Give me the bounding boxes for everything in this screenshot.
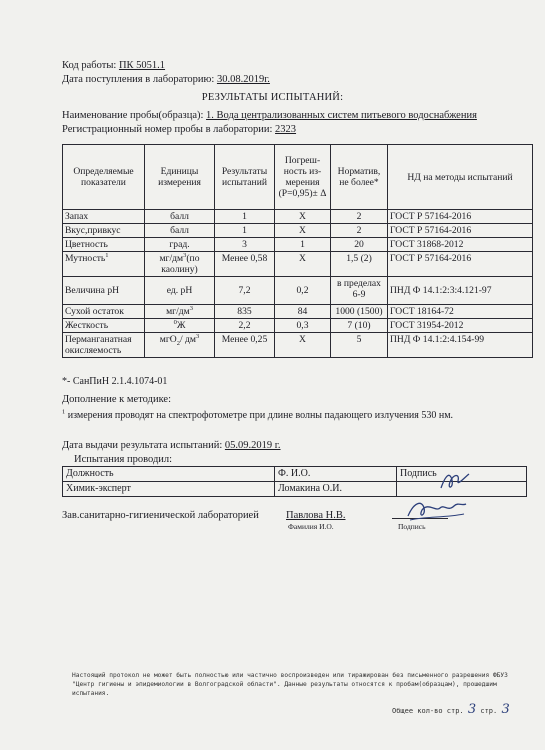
cell-error: 0,2 [275,277,331,305]
cell-result: 7,2 [215,277,275,305]
cell-indicator: Жесткость [63,319,145,333]
header-units: Единицы измерения [145,145,215,210]
signature-image [438,468,472,494]
unit-text: мгО [159,334,177,345]
issue-date [62,440,281,451]
page-count-mid: стр. [480,707,498,715]
cell-result: Менее 0,58 [215,252,275,277]
cell-norm: 2 [331,210,388,224]
sample-label: Наименование пробы(образца): [62,110,204,121]
cell-unit [145,305,215,319]
cell-norm: 2 [331,224,388,238]
footnote-text: измерения проводят на спектрофотометре при длине волны падающего излучения 530 нм. [65,410,454,421]
cell-unit [145,319,215,333]
cell-result: 1 [215,224,275,238]
page-title: РЕЗУЛЬТАТЫ ИСПЫТАНИЙ: [201,92,344,103]
header-norm: Норматив, не более* [331,145,388,210]
cell-unit: балл [145,224,215,238]
unit-text: мг/дм [159,253,184,264]
footnote-marker: 1 [105,251,109,259]
work-code [62,60,165,71]
page-count [392,702,510,717]
unit-superscript: 0 [173,318,177,326]
table-row [63,305,533,319]
table-row [63,210,533,224]
cell-indicator: Перманганатная окисляемость [63,333,145,358]
unit-suffix: (по каолину) [161,253,200,275]
cell-result: 2,2 [215,319,275,333]
sign-caption: Подпись [398,522,426,531]
unit-subscript: 2 [176,339,180,347]
cell-indicator: Цветность [63,238,145,252]
work-code-label: Код работы: [62,60,117,71]
page-count-total: 3 [501,702,510,717]
unit-superscript: 3 [195,332,200,340]
table-row [63,238,533,252]
cell-indicator: Величина pH [63,277,145,305]
unit-superscript: 3 [189,304,193,312]
cell-unit: балл [145,210,215,224]
cell-result: 835 [215,305,275,319]
cell-norm: 1000 (1500) [331,305,388,319]
sanpin-note: *- СанПиН 2.1.4.1074-01 [62,376,168,387]
unit-text: мг/дм [166,306,190,317]
table-row [63,333,533,358]
page-count-current: 3 [467,702,477,717]
cell-method: ГОСТ Р 57164-2016 [388,252,533,277]
cell-method: ГОСТ 18164-72 [388,305,533,319]
staff-name: Ломакина О.И. [275,482,397,497]
cell-method: ПНД Ф 14.1:2:4.154-99 [388,333,533,358]
cell-norm: 1,5 (2) [331,252,388,277]
method-footnote [62,410,453,421]
cell-error: 84 [275,305,331,319]
cell-error: X [275,333,331,358]
header-error: Погреш-ность из-мерения (P=0,95)± Δ [275,145,331,210]
cell-method: ГОСТ 31868-2012 [388,238,533,252]
header-result: Результаты испытаний [215,145,275,210]
registration-number [62,124,296,135]
header-indicator: Определяемые показатели [63,145,145,210]
received-value: 30.08.2019г. [216,74,270,85]
cell-norm: 5 [331,333,388,358]
cell-error: X [275,210,331,224]
cell-norm: 20 [331,238,388,252]
cell-indicator [63,252,145,277]
legal-notice: Настоящий протокол не может быть полностью или частично воспроизведен или тиражирован без письменного разрешения ФБУЗ "Центр гигиены и эпидемиологии в Волгоградской области". Данные результаты относятся к пробам(образцам), прошедшим испытания. [72,672,508,697]
work-code-value: ПК 5051.1 [118,60,166,71]
staff-head-name: Ф. И.О. [275,467,397,482]
cell-result: Менее 0,25 [215,333,275,358]
cell-unit: ед. pH [145,277,215,305]
indicator-text: Мутность [65,253,106,264]
table-row [63,224,533,238]
cell-unit [145,333,215,358]
staff-head-position: Должность [63,467,275,482]
head-of-lab-name: Павлова Н.В. [286,510,346,521]
cell-indicator: Сухой остаток [63,305,145,319]
issue-label: Дата выдачи результата испытаний: [62,440,223,451]
cell-error: 0,3 [275,319,331,333]
cell-unit: град. [145,238,215,252]
results-table [62,144,533,358]
staff-position: Химик-эксперт [63,482,275,497]
cell-error: 1 [275,238,331,252]
cell-norm: 7 (10) [331,319,388,333]
cell-method: ПНД Ф 14.1:2:3:4.121-97 [388,277,533,305]
cell-unit [145,252,215,277]
header-method: НД на методы испытаний [388,145,533,210]
cell-indicator: Запах [63,210,145,224]
head-of-lab-position: Зав.санитарно-гигиенической лабораторией [62,510,259,521]
table-row [63,277,533,305]
unit-text: Ж [176,320,186,331]
cell-method: ГОСТ 31954-2012 [388,319,533,333]
table-header-row [63,145,533,210]
page-count-label: Общее кол-во стр. [392,707,464,715]
cell-error: X [275,252,331,277]
cell-indicator: Вкус,привкус [63,224,145,238]
unit-suffix: / дм [179,334,196,345]
received-date [62,74,270,85]
tested-by-caption: Испытания проводил: [74,454,173,465]
sample-value: 1. Вода централизованных систем питьевого водоснабжения [206,110,477,121]
footnote-marker: 1 [62,408,66,416]
table-row [63,319,533,333]
table-row [63,252,533,277]
cell-result: 3 [215,238,275,252]
cell-method: ГОСТ Р 57164-2016 [388,210,533,224]
name-caption: Фамилия И.О. [288,522,334,531]
registration-value: 2323 [275,124,297,135]
unit-superscript: 3 [183,251,187,259]
head-signature-image [404,498,468,524]
sample-name [62,110,477,121]
staff-head-signature: Подпись [397,467,527,482]
received-label: Дата поступления в лабораторию: [62,74,215,85]
method-addendum-heading: Дополнение к методике: [62,394,171,405]
cell-norm: в пределах 6-9 [331,277,388,305]
cell-result: 1 [215,210,275,224]
issue-value: 05.09.2019 г. [224,440,281,451]
cell-method: ГОСТ Р 57164-2016 [388,224,533,238]
registration-label: Регистрационный номер пробы в лаборатории: [62,124,273,135]
cell-error: X [275,224,331,238]
